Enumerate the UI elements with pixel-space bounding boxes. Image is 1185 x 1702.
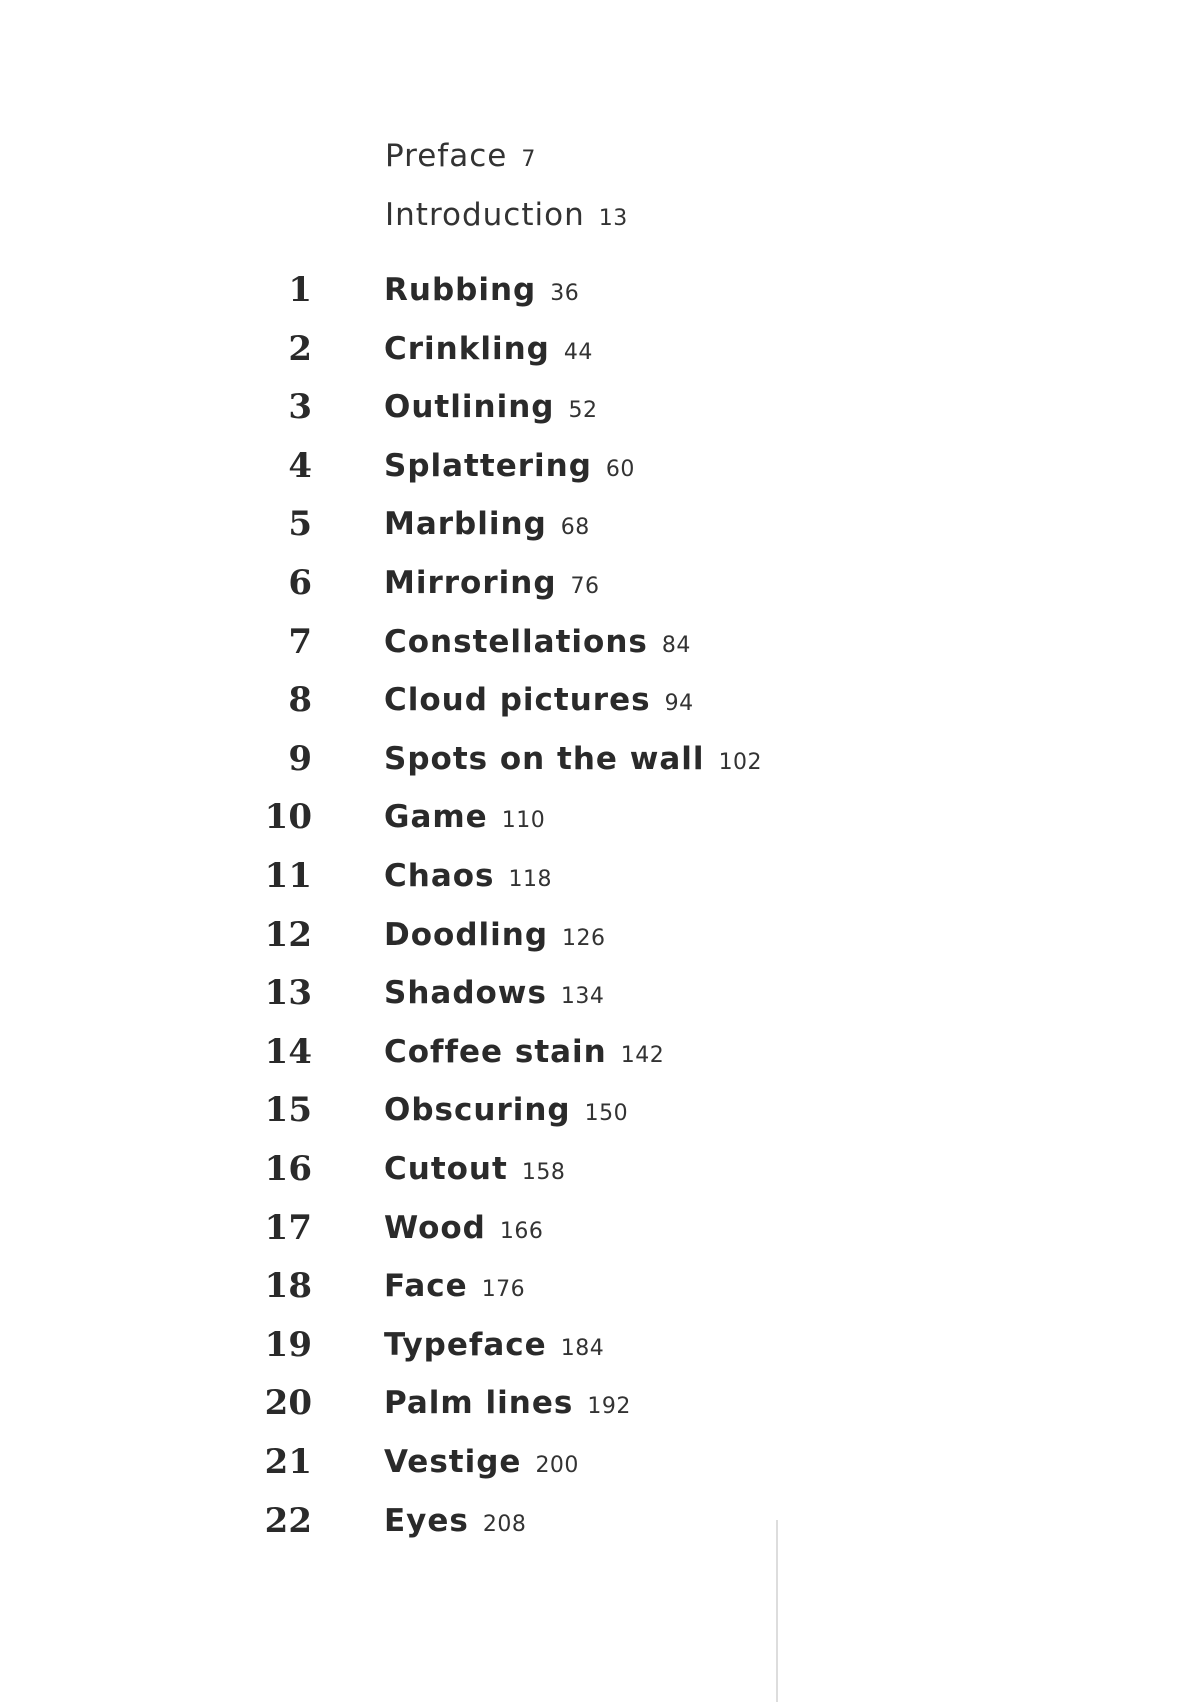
chapter-page: 150: [584, 1101, 629, 1127]
toc-chapter-entry[interactable]: [0, 1090, 1185, 1148]
chapter-title: Palm lines: [384, 1385, 574, 1422]
entry-title: Introduction: [385, 197, 585, 233]
chapter-title-line: [384, 506, 590, 542]
chapter-number: 14: [264, 1031, 312, 1072]
chapter-title-line: [384, 741, 762, 777]
chapter-title: Outlining: [384, 389, 555, 426]
chapter-page: 166: [499, 1218, 544, 1244]
chapter-number: 4: [288, 445, 312, 486]
toc-chapter-entry[interactable]: [0, 563, 1185, 621]
chapter-page: 208: [482, 1511, 527, 1537]
chapter-page: 192: [587, 1394, 631, 1420]
chapter-number: 5: [288, 504, 312, 545]
chapter-page: 36: [550, 281, 580, 306]
chapter-page: 84: [661, 632, 691, 658]
chapter-title-line: [384, 565, 600, 601]
chapter-number: 15: [264, 1090, 312, 1131]
toc-chapter-entry[interactable]: [0, 504, 1185, 562]
chapter-page: 142: [620, 1042, 665, 1068]
chapter-title-line: [384, 389, 597, 425]
chapter-number: 22: [264, 1500, 312, 1541]
chapter-title-line: [384, 858, 552, 894]
chapter-page: 110: [501, 808, 546, 834]
page-edge-shadow: [776, 1520, 778, 1702]
chapter-title: Mirroring: [384, 565, 557, 601]
chapter-title: Rubbing: [384, 272, 537, 308]
chapter-title: Wood: [384, 1209, 486, 1246]
chapter-page: 60: [605, 456, 635, 482]
chapter-number: 19: [264, 1324, 312, 1365]
chapter-title: Cloud pictures: [384, 682, 651, 719]
chapter-page: 118: [508, 867, 552, 892]
chapter-title: Coffee stain: [384, 1033, 607, 1070]
chapter-title: Cutout: [384, 1151, 508, 1187]
chapter-number: 13: [264, 973, 312, 1014]
toc-chapter-entry[interactable]: [0, 1501, 1185, 1559]
toc-chapter-entry[interactable]: [0, 387, 1185, 445]
chapter-title: Eyes: [384, 1502, 469, 1539]
chapter-number: 6: [288, 563, 312, 603]
chapter-page: 200: [535, 1453, 579, 1478]
chapter-title-line: [384, 624, 691, 660]
chapter-number: 10: [264, 797, 312, 838]
chapter-title-line: [384, 975, 604, 1011]
chapter-number: 7: [288, 621, 312, 662]
chapter-page: 158: [521, 1160, 566, 1185]
chapter-number: 2: [288, 328, 312, 369]
chapter-title: Doodling: [384, 916, 549, 953]
chapter-number: 12: [264, 914, 312, 955]
chapter-number: 1: [288, 270, 312, 310]
chapter-number: 9: [288, 738, 312, 779]
chapter-title-line: [384, 917, 606, 953]
chapter-title-line: [384, 1092, 628, 1128]
chapter-title-line: [384, 1034, 664, 1070]
chapter-title: Typeface: [384, 1326, 547, 1363]
toc-entry-introduction[interactable]: [385, 197, 628, 233]
chapter-number: 8: [288, 680, 312, 721]
toc-chapter-entry[interactable]: [0, 1208, 1185, 1266]
chapter-number: 16: [264, 1149, 312, 1189]
toc-chapter-entry[interactable]: [0, 622, 1185, 680]
toc-chapter-entry[interactable]: [0, 739, 1185, 797]
toc-chapter-entry[interactable]: [0, 1032, 1185, 1090]
chapter-title-line: [384, 1385, 631, 1421]
chapter-page: 134: [560, 984, 605, 1010]
toc-entry-preface[interactable]: [385, 138, 536, 174]
chapter-title: Spots on the wall: [384, 740, 705, 777]
toc-chapter-entry[interactable]: [0, 1442, 1185, 1500]
chapter-page: 76: [570, 574, 600, 599]
chapter-number: 21: [264, 1442, 312, 1482]
toc-chapter-entry[interactable]: [0, 329, 1185, 387]
chapter-page: 94: [664, 691, 694, 717]
toc-chapter-entry[interactable]: [0, 1149, 1185, 1207]
chapter-number: 17: [264, 1207, 312, 1248]
chapter-title-line: [384, 1444, 579, 1480]
toc-chapter-entry[interactable]: [0, 270, 1185, 328]
chapter-page: 44: [563, 339, 593, 365]
chapter-title-line: [384, 799, 545, 835]
chapter-title-line: [384, 1327, 604, 1363]
chapter-title: Chaos: [384, 858, 495, 894]
chapter-number: 11: [264, 856, 312, 896]
chapter-page: 176: [481, 1277, 526, 1303]
chapter-title-line: [384, 1268, 525, 1304]
chapter-page: 68: [560, 515, 590, 541]
toc-chapter-entry[interactable]: [0, 915, 1185, 973]
chapter-title-line: [384, 1503, 526, 1539]
chapter-number: 20: [264, 1383, 312, 1424]
chapter-title: Splattering: [384, 447, 592, 484]
toc-chapter-entry[interactable]: [0, 1383, 1185, 1441]
toc-chapter-entry[interactable]: [0, 446, 1185, 504]
chapter-title-line: [384, 1151, 565, 1187]
toc-chapter-entry[interactable]: [0, 797, 1185, 855]
toc-chapter-entry[interactable]: [0, 1266, 1185, 1324]
toc-chapter-entry[interactable]: [0, 856, 1185, 914]
chapter-page: 184: [560, 1335, 605, 1361]
entry-page: 7: [521, 147, 536, 172]
toc-chapter-entry[interactable]: [0, 680, 1185, 738]
toc-chapter-entry[interactable]: [0, 1325, 1185, 1383]
chapter-title-line: [384, 272, 579, 308]
chapter-title-line: [384, 331, 593, 367]
toc-chapter-entry[interactable]: [0, 973, 1185, 1031]
chapter-title: Marbling: [384, 506, 547, 543]
chapter-title: Crinkling: [384, 330, 550, 367]
entry-page: 13: [598, 206, 628, 231]
chapter-title: Face: [384, 1268, 468, 1305]
entry-title: Preface: [385, 138, 508, 174]
chapter-title-line: [384, 682, 694, 718]
chapter-title-line: [384, 448, 635, 484]
chapter-title: Game: [384, 799, 488, 836]
chapter-title-line: [384, 1210, 543, 1246]
chapter-title: Constellations: [384, 623, 648, 660]
chapter-number: 18: [264, 1266, 312, 1307]
chapter-page: 102: [718, 749, 763, 775]
chapter-page: 52: [568, 398, 598, 424]
chapter-title: Obscuring: [384, 1092, 571, 1129]
chapter-page: 126: [562, 925, 606, 951]
chapter-title: Shadows: [384, 975, 547, 1012]
chapter-number: 3: [288, 387, 312, 428]
chapter-title: Vestige: [384, 1444, 522, 1480]
